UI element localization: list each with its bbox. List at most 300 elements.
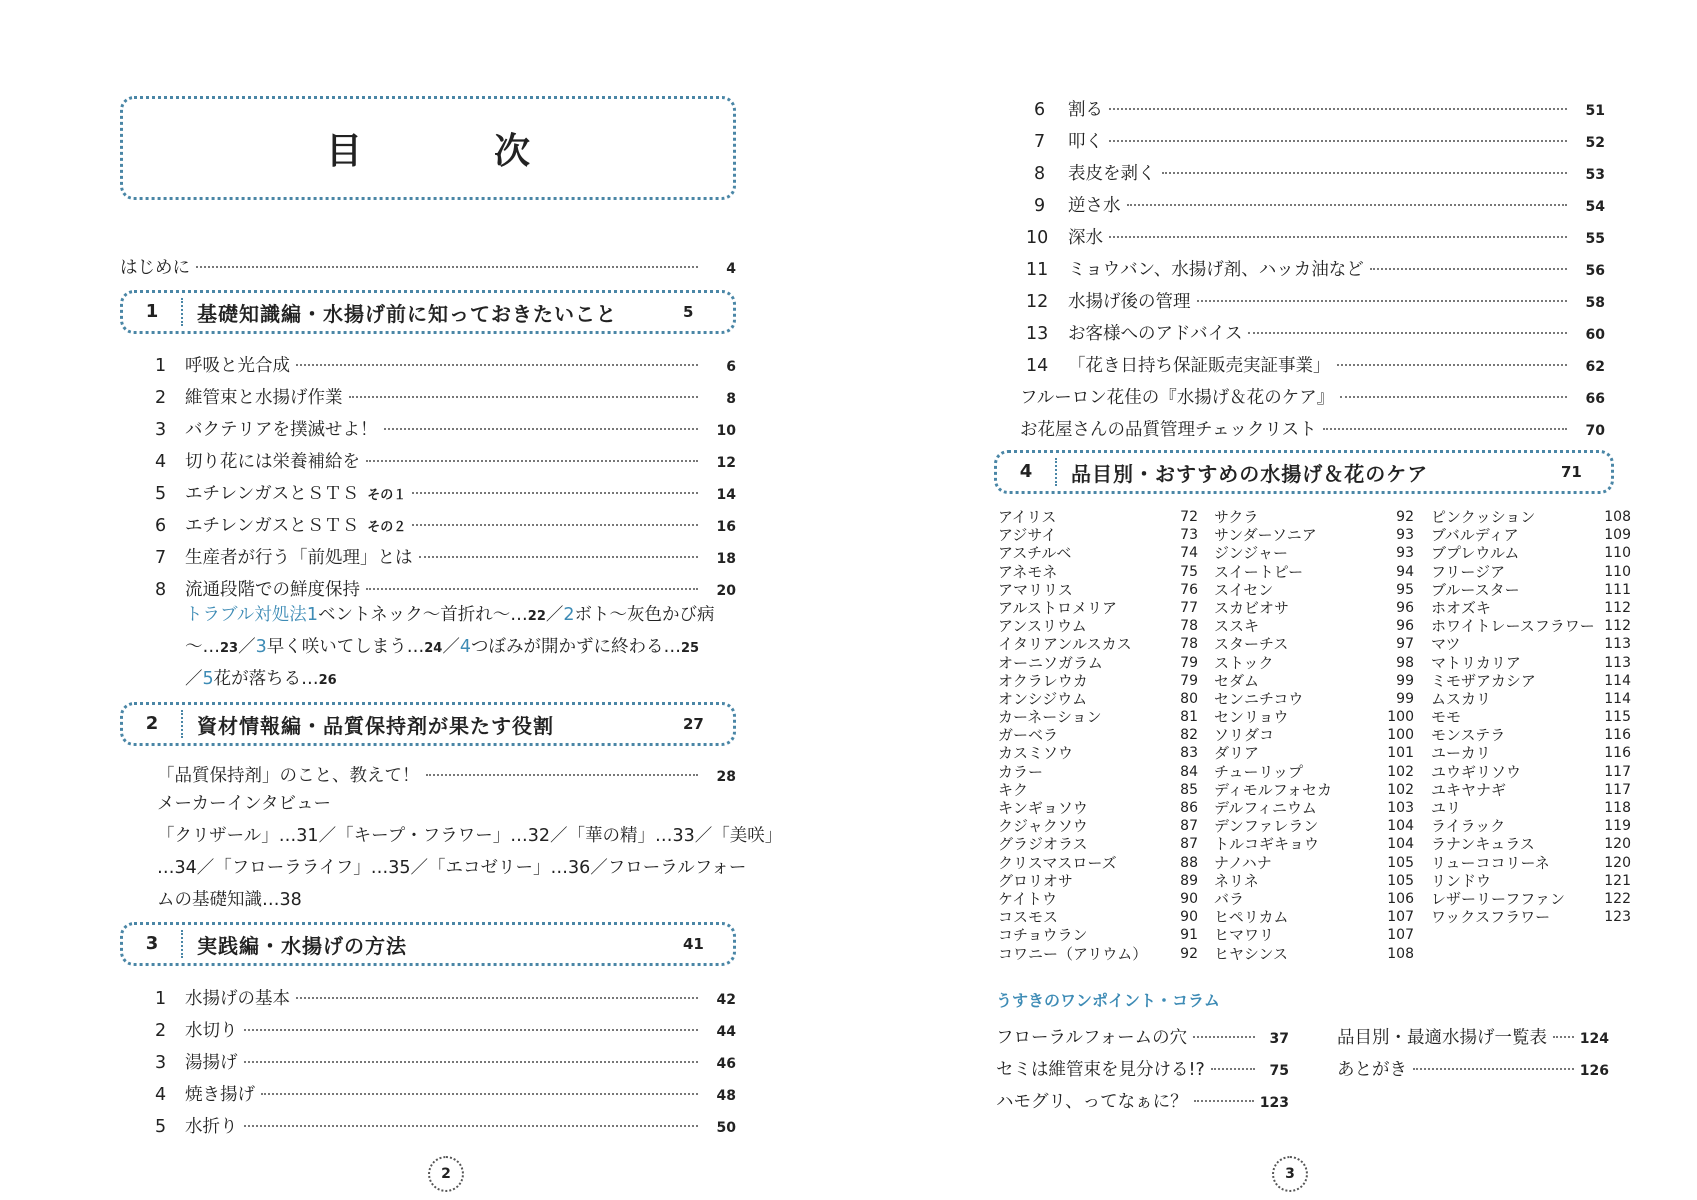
dot-leader <box>1194 1100 1254 1102</box>
flower-list-item[interactable] <box>1214 599 1414 617</box>
flower-list-item[interactable] <box>998 581 1198 599</box>
flower-list-item[interactable] <box>998 817 1198 835</box>
flower-page: 107 <box>1387 927 1414 944</box>
flower-list-item[interactable] <box>998 744 1198 762</box>
dot-leader <box>1413 1068 1574 1070</box>
section-page: 41 <box>683 935 704 953</box>
flower-name: アネモネ <box>998 562 1058 581</box>
flower-page: 93 <box>1396 545 1414 562</box>
flower-name: ピンクッション <box>1431 508 1536 526</box>
flower-list-item[interactable] <box>998 835 1198 853</box>
toc-row[interactable] <box>1337 1024 1609 1050</box>
toc-row[interactable] <box>1026 224 1605 250</box>
dot-leader <box>1109 108 1567 110</box>
flower-name: ライラック <box>1431 817 1506 836</box>
toc-page: 52 <box>1585 135 1605 151</box>
flower-list-item[interactable] <box>1431 708 1631 726</box>
toc-page: 58 <box>1585 295 1605 311</box>
flower-list-item[interactable] <box>1431 744 1631 762</box>
toc-page: 55 <box>1585 231 1605 247</box>
flower-list-item[interactable] <box>1214 508 1414 526</box>
flower-name: ケイトウ <box>998 889 1057 908</box>
toc-row[interactable] <box>1337 1056 1609 1082</box>
flower-list-item[interactable] <box>1431 799 1631 817</box>
item-number: 2 <box>155 388 167 408</box>
flower-page: 104 <box>1387 818 1414 835</box>
flower-list-item[interactable] <box>998 690 1198 708</box>
flower-page: 123 <box>1604 909 1631 926</box>
toc-label: フローラルフォームの穴 <box>996 1028 1188 1048</box>
trouble-line-1 <box>185 599 715 633</box>
flower-list-item[interactable] <box>1214 799 1414 817</box>
flower-list-item[interactable] <box>1431 617 1631 635</box>
flower-page: 89 <box>1180 872 1198 889</box>
flower-list-item[interactable] <box>998 617 1198 635</box>
toc-label: 水揚げ後の管理 <box>1068 292 1191 312</box>
toc-row[interactable] <box>996 1056 1289 1082</box>
toc-page: 16 <box>716 519 736 535</box>
trouble-page: 22 <box>527 609 546 624</box>
toc-row[interactable] <box>1034 128 1605 154</box>
flower-name: ブルースター <box>1431 580 1520 599</box>
item-number: 5 <box>155 484 167 504</box>
toc-row[interactable] <box>1026 256 1605 282</box>
toc-row[interactable] <box>155 544 736 570</box>
flower-name: サクラ <box>1214 508 1259 526</box>
trouble-number: 1 <box>306 605 318 625</box>
toc-row[interactable] <box>155 985 736 1011</box>
flower-list-item[interactable] <box>1431 581 1631 599</box>
toc-label: 水切り <box>185 1021 238 1041</box>
flower-name: コチョウラン <box>998 926 1088 945</box>
flower-name: カラー <box>998 762 1044 781</box>
item-number: 1 <box>155 356 167 376</box>
flower-page: 116 <box>1604 727 1631 744</box>
toc-row[interactable] <box>157 762 736 788</box>
item-number: 10 <box>1026 228 1049 248</box>
dot-leader <box>261 1093 698 1095</box>
flower-list-item[interactable] <box>998 544 1198 562</box>
toc-page: 28 <box>716 769 736 785</box>
toc-row[interactable] <box>155 448 736 474</box>
flower-list-item[interactable] <box>998 654 1198 672</box>
toc-row[interactable] <box>155 1081 736 1107</box>
trouble-page: 24 <box>424 641 443 656</box>
flower-page: 96 <box>1396 599 1414 616</box>
flower-page: 90 <box>1180 890 1198 907</box>
flower-name: ユーカリ <box>1431 744 1491 763</box>
flower-list-item[interactable] <box>1431 726 1631 744</box>
flower-list-item[interactable] <box>1214 890 1414 908</box>
flower-list-item[interactable] <box>1214 872 1414 890</box>
flower-list-item[interactable] <box>998 890 1198 908</box>
flower-list-item[interactable] <box>1431 563 1631 581</box>
trouble-label: 花が落ちる… <box>213 669 319 689</box>
toc-label: 湯揚げ <box>185 1053 238 1073</box>
flower-list-item[interactable] <box>1214 544 1414 562</box>
toc-row[interactable] <box>155 1113 736 1139</box>
flower-list-item[interactable] <box>1431 763 1631 781</box>
flower-list-item[interactable] <box>1431 890 1631 908</box>
flower-list-item[interactable] <box>1431 544 1631 562</box>
flower-page: 94 <box>1396 563 1414 580</box>
flower-page: 109 <box>1604 527 1631 544</box>
toc-label: 割る <box>1068 100 1103 120</box>
flower-page: 97 <box>1396 636 1414 653</box>
flower-list-item[interactable] <box>998 945 1198 963</box>
toc-label: 「品質保持剤」のこと、教えて！ <box>157 766 420 786</box>
toc-row[interactable] <box>996 1024 1289 1050</box>
flower-name: アジサイ <box>998 526 1057 545</box>
flower-page: 112 <box>1604 599 1631 616</box>
flower-name: ジンジャー <box>1214 544 1288 563</box>
flower-page: 93 <box>1396 527 1414 544</box>
flower-list-item[interactable] <box>1214 563 1414 581</box>
toc-page: 70 <box>1585 423 1605 439</box>
toc-page: 20 <box>716 583 736 599</box>
flower-page: 86 <box>1180 800 1198 816</box>
flower-list-item[interactable] <box>1431 781 1631 799</box>
flower-list-item[interactable] <box>1431 599 1631 617</box>
toc-title-box <box>120 96 736 200</box>
toc-page: 37 <box>1269 1031 1289 1047</box>
flower-list-column-3 <box>1431 508 1631 926</box>
toc-label: お花屋さんの品質管理チェックリスト <box>1020 420 1317 440</box>
flower-list-item[interactable] <box>1431 508 1631 526</box>
flower-page: 99 <box>1396 672 1414 689</box>
flower-list-item[interactable] <box>1214 926 1414 944</box>
flower-page: 116 <box>1604 745 1631 762</box>
toc-row[interactable] <box>155 1017 736 1043</box>
toc-label: 焼き揚げ <box>185 1085 255 1105</box>
flower-page: 72 <box>1180 509 1198 525</box>
flower-list-item[interactable] <box>998 672 1198 690</box>
item-number: 12 <box>1026 292 1049 312</box>
toc-label: 品目別・最適水揚げ一覧表 <box>1337 1028 1547 1048</box>
toc-page: 46 <box>716 1056 736 1072</box>
flower-name: スイートピー <box>1214 562 1304 581</box>
flower-page: 112 <box>1604 618 1631 635</box>
toc-page: 18 <box>716 551 736 567</box>
flower-list-item[interactable] <box>1214 726 1414 744</box>
flower-list-column-1 <box>998 508 1198 963</box>
dot-leader <box>244 1061 699 1063</box>
flower-list-item[interactable] <box>1214 854 1414 872</box>
dot-leader <box>412 492 698 494</box>
flower-page: 111 <box>1604 581 1631 598</box>
dot-leader <box>1162 172 1568 174</box>
flower-name: クジャクソウ <box>998 817 1088 836</box>
toc-row[interactable] <box>155 384 736 410</box>
toc-row[interactable] <box>1034 160 1605 186</box>
flower-page: 98 <box>1396 654 1414 671</box>
toc-page: 10 <box>716 423 736 439</box>
section-page: 71 <box>1561 463 1582 481</box>
flower-list-item[interactable] <box>1214 835 1414 853</box>
item-number: 4 <box>155 452 167 472</box>
flower-page: 119 <box>1604 818 1631 835</box>
flower-name: オンシジウム <box>998 689 1088 708</box>
flower-page: 115 <box>1604 709 1631 726</box>
dot-leader <box>412 524 698 526</box>
flower-list-item[interactable] <box>1431 526 1631 544</box>
flower-page: 88 <box>1180 854 1198 871</box>
flower-page: 85 <box>1180 781 1198 798</box>
toc-page: 66 <box>1585 391 1605 407</box>
section-page: 5 <box>683 303 694 321</box>
section-title: 基礎知識編・水揚げ前に知っておきたいこと <box>197 301 617 326</box>
toc-row-intro[interactable] <box>120 254 736 280</box>
flower-name: アンスリウム <box>998 617 1087 636</box>
toc-page: 123 <box>1259 1095 1289 1111</box>
toc-label: 逆さ水 <box>1068 196 1121 216</box>
flower-name: ワックスフラワー <box>1431 908 1551 927</box>
flower-list-item[interactable] <box>1214 708 1414 726</box>
toc-row[interactable] <box>155 480 736 506</box>
item-number: 1 <box>155 989 167 1009</box>
flower-name: イタリアンルスカス <box>998 635 1132 654</box>
dot-leader <box>244 1029 699 1031</box>
item-number: 7 <box>1034 132 1046 152</box>
toc-row[interactable] <box>1020 416 1605 442</box>
flower-name: カーネーション <box>998 708 1102 727</box>
flower-list-item[interactable] <box>1431 835 1631 853</box>
maker-interview-heading: メーカーインタビュー <box>157 794 331 814</box>
maker-list-line-1: 「クリザール」…31／「キープ・フラワー」…32／「華の精」…33／「美咲」 <box>157 826 783 846</box>
toc-page: 56 <box>1585 263 1605 279</box>
flower-page: 91 <box>1180 927 1198 944</box>
flower-name: コスモス <box>998 908 1059 927</box>
flower-page: 114 <box>1604 672 1631 689</box>
dot-leader <box>1109 236 1567 238</box>
flower-list-item[interactable] <box>998 763 1198 781</box>
flower-name: ホワイトレースフラワー <box>1431 617 1595 636</box>
flower-name: ソリダコ <box>1214 726 1275 745</box>
toc-page: 42 <box>716 992 736 1008</box>
flower-page: 108 <box>1387 945 1414 962</box>
flower-page: 78 <box>1180 636 1198 653</box>
trouble-line-3 <box>185 663 337 697</box>
toc-row[interactable] <box>1026 288 1605 314</box>
flower-name: センニチコウ <box>1214 689 1304 708</box>
toc-label: ミョウバン、水揚げ剤、ハッカ油など <box>1068 260 1364 280</box>
flower-list-item[interactable] <box>1214 908 1414 926</box>
flower-list-item[interactable] <box>1214 672 1414 690</box>
flower-list-item[interactable] <box>1431 635 1631 653</box>
flower-name: ヒヤシンス <box>1214 944 1289 963</box>
toc-page: 50 <box>716 1120 736 1136</box>
flower-name: コワニー（アリウム） <box>998 944 1148 963</box>
flower-name: モンステラ <box>1431 726 1506 745</box>
flower-name: バラ <box>1214 889 1245 908</box>
toc-label: 水揚げの基本 <box>185 989 290 1009</box>
toc-page: 48 <box>716 1088 736 1104</box>
section-header-2[interactable] <box>120 702 736 746</box>
toc-label: セミは維管束を見分ける!? <box>996 1060 1205 1080</box>
flower-list-item[interactable] <box>1214 654 1414 672</box>
flower-page: 120 <box>1604 854 1631 871</box>
flower-name: オクラレウカ <box>998 671 1088 690</box>
flower-list-item[interactable] <box>1431 817 1631 835</box>
trouble-number: 5 <box>202 669 214 689</box>
flower-list-item[interactable] <box>1214 817 1414 835</box>
toc-label: あとがき <box>1337 1060 1407 1080</box>
flower-name: ブプレウルム <box>1431 544 1520 563</box>
flower-list-item[interactable] <box>998 708 1198 726</box>
flower-name: ススキ <box>1214 617 1260 636</box>
flower-list-item[interactable] <box>1214 744 1414 762</box>
flower-list-item[interactable] <box>1431 908 1631 926</box>
flower-name: ホオズキ <box>1431 598 1491 617</box>
flower-page: 101 <box>1387 745 1414 762</box>
toc-row[interactable] <box>1020 384 1605 410</box>
toc-row[interactable] <box>1034 96 1605 122</box>
flower-list-item[interactable] <box>1214 690 1414 708</box>
flower-name: ガーベラ <box>998 726 1059 745</box>
flower-name: センリョウ <box>1214 708 1289 727</box>
toc-row[interactable] <box>155 416 736 442</box>
trouble-number: 3 <box>255 637 267 657</box>
flower-list-item[interactable] <box>998 908 1198 926</box>
flower-name: マツ <box>1431 635 1461 654</box>
flower-list-item[interactable] <box>1214 635 1414 653</box>
separator: ／ <box>185 669 203 689</box>
toc-row[interactable] <box>1034 192 1605 218</box>
trouble-page: 23 <box>220 641 239 656</box>
flower-name: トルコギキョウ <box>1214 835 1320 854</box>
toc-page: 14 <box>716 487 736 503</box>
flower-page: 90 <box>1180 909 1198 926</box>
flower-list-item[interactable] <box>1431 654 1631 672</box>
dot-leader <box>1197 300 1568 302</box>
toc-row[interactable] <box>155 1049 736 1075</box>
flower-list-item[interactable] <box>998 872 1198 890</box>
flower-page: 87 <box>1180 818 1198 835</box>
flower-list-item[interactable] <box>1431 690 1631 708</box>
flower-name: ネリネ <box>1214 871 1259 890</box>
toc-label: エチレンガスとＳＴＳ <box>185 516 360 536</box>
flower-list-item[interactable] <box>998 854 1198 872</box>
toc-label: お客様へのアドバイス <box>1068 324 1243 344</box>
flower-name: リューココリーネ <box>1431 853 1550 872</box>
toc-label: 流通段階での鮮度保持 <box>185 580 360 600</box>
toc-page: 8 <box>726 391 736 407</box>
flower-page: 92 <box>1180 945 1198 962</box>
flower-page: 82 <box>1180 727 1198 744</box>
dot-leader <box>1370 268 1567 270</box>
flower-name: アルストロメリア <box>998 598 1117 617</box>
flower-list-item[interactable] <box>998 526 1198 544</box>
toc-row[interactable] <box>1026 320 1605 346</box>
flower-list-item[interactable] <box>1214 945 1414 963</box>
dot-leader <box>296 364 698 366</box>
toc-page: 126 <box>1579 1063 1609 1079</box>
flower-list-item[interactable] <box>998 635 1198 653</box>
flower-list-item[interactable] <box>1431 872 1631 890</box>
flower-name: キンギョソウ <box>998 799 1088 817</box>
item-number: 9 <box>1034 196 1046 216</box>
flower-list-item[interactable] <box>1431 672 1631 690</box>
flower-name: フリージア <box>1431 562 1506 581</box>
toc-row[interactable] <box>996 1088 1289 1114</box>
flower-page: 83 <box>1180 745 1198 762</box>
item-number: 6 <box>1034 100 1046 120</box>
flower-name: スイセン <box>1214 580 1274 599</box>
flower-list-item[interactable] <box>1214 763 1414 781</box>
trouble-page: 26 <box>318 673 337 688</box>
trouble-number: 4 <box>459 637 471 657</box>
flower-page: 110 <box>1604 545 1631 562</box>
flower-name: ディモルフォセカ <box>1214 780 1333 799</box>
flower-list-item[interactable] <box>1214 526 1414 544</box>
flower-list-item[interactable] <box>998 726 1198 744</box>
trouble-page: 25 <box>680 641 700 656</box>
flower-list-item[interactable] <box>998 563 1198 581</box>
flower-name: ラナンキュラス <box>1431 835 1535 854</box>
flower-name: サンダーソニア <box>1214 526 1317 545</box>
section-header-1[interactable] <box>120 290 736 334</box>
flower-name: キク <box>998 780 1029 799</box>
toc-row[interactable] <box>155 512 736 538</box>
flower-page: 106 <box>1387 890 1414 907</box>
page-number: 3 <box>1272 1156 1308 1192</box>
flower-list-item[interactable] <box>998 599 1198 617</box>
flower-name: チューリップ <box>1214 762 1303 781</box>
toc-label: 深水 <box>1068 228 1103 248</box>
flower-page: 105 <box>1387 854 1414 871</box>
flower-list-item[interactable] <box>1431 854 1631 872</box>
dot-leader <box>384 428 699 430</box>
toc-label: 表皮を剥く <box>1068 164 1156 184</box>
dot-leader <box>244 1125 699 1127</box>
section-title: 実践編・水揚げの方法 <box>197 933 407 958</box>
flower-list-item[interactable] <box>1214 781 1414 799</box>
flower-list-item[interactable] <box>998 508 1198 526</box>
flower-page: 113 <box>1604 654 1631 671</box>
toc-label: フルーロン花佳の『水揚げ＆花のケア』 <box>1020 388 1335 408</box>
dot-leader <box>426 774 699 776</box>
section-header-4[interactable] <box>994 450 1614 494</box>
flower-page: 118 <box>1604 800 1631 816</box>
toc-label: ハモグリ、ってなぁに？ <box>996 1092 1188 1112</box>
flower-page: 113 <box>1604 636 1631 653</box>
flower-list-item[interactable] <box>998 926 1198 944</box>
item-number: 13 <box>1026 324 1049 344</box>
flower-page: 114 <box>1604 690 1631 707</box>
flower-name: グロリオサ <box>998 871 1073 890</box>
flower-page: 79 <box>1180 672 1198 689</box>
section-header-3[interactable] <box>120 922 736 966</box>
flower-list-item[interactable] <box>1214 617 1414 635</box>
flower-page: 117 <box>1604 781 1631 798</box>
toc-row[interactable] <box>1026 352 1605 378</box>
flower-list-item[interactable] <box>998 799 1198 817</box>
flower-page: 100 <box>1387 727 1414 744</box>
flower-list-item[interactable] <box>1214 581 1414 599</box>
flower-page: 75 <box>1180 563 1198 580</box>
section-number: 2 <box>123 710 183 738</box>
flower-page: 117 <box>1604 763 1631 780</box>
flower-list-item[interactable] <box>998 781 1198 799</box>
section-number: 3 <box>123 930 183 958</box>
flower-name: デンファレラン <box>1214 817 1319 836</box>
dot-leader <box>366 588 698 590</box>
separator: ／ <box>545 605 564 625</box>
flower-page: 79 <box>1180 654 1198 671</box>
flower-page: 78 <box>1180 618 1198 635</box>
toc-row[interactable] <box>155 352 736 378</box>
toc-page: 4 <box>726 261 736 277</box>
